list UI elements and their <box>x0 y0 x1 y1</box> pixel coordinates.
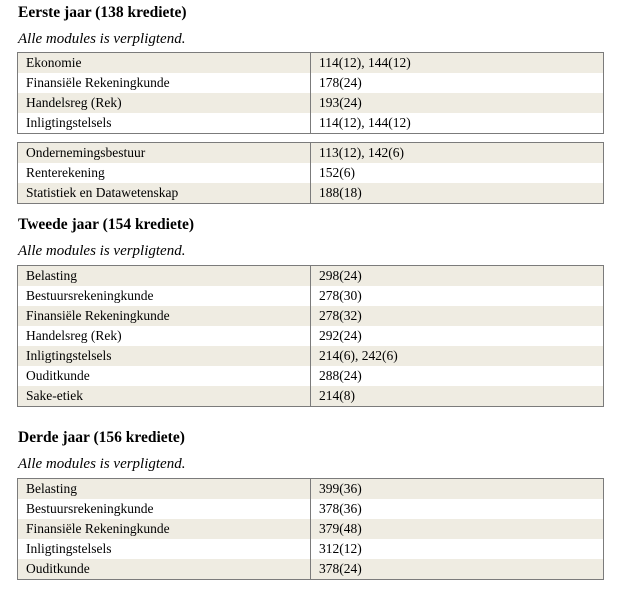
table-row <box>18 346 604 366</box>
table-row <box>18 366 604 386</box>
table-row <box>18 479 604 500</box>
module-table-year-2 <box>17 265 604 407</box>
module-code: 292(24) <box>319 328 362 343</box>
table-row <box>18 266 604 287</box>
module-name: Renterekening <box>18 163 311 183</box>
module-name: Finansiële Rekeningkunde <box>18 73 311 93</box>
module-code: 378(24) <box>311 559 604 580</box>
module-code: 193(24) <box>311 93 604 113</box>
section-note-year-2: Alle modules is verpligtend. <box>18 243 186 259</box>
module-code: 298(24) <box>311 266 604 287</box>
module-name: Ouditkunde <box>18 559 311 580</box>
table-row <box>18 326 604 346</box>
table-row <box>18 386 604 407</box>
section-note-year-1: Alle modules is verpligtend. <box>18 31 186 47</box>
module-name: Handelsreg (Rek) <box>18 93 311 113</box>
table-row <box>18 559 604 580</box>
table-row <box>18 93 604 113</box>
module-code: 113(12), 142(6) <box>311 143 604 164</box>
module-table-year-1-a <box>17 52 604 134</box>
module-name: Finansiële Rekeningkunde <box>18 519 311 539</box>
table-row <box>18 183 604 204</box>
module-code: 214(8) <box>311 386 604 407</box>
table-row <box>18 113 604 134</box>
table-row <box>18 499 604 519</box>
table-row <box>18 539 604 559</box>
module-name: Belasting <box>18 479 311 500</box>
table-row <box>18 143 604 164</box>
module-name: Ondernemingsbestuur <box>18 143 311 164</box>
module-name: Inligtingstelsels <box>18 539 311 559</box>
table-row <box>18 519 604 539</box>
table-row <box>18 163 604 183</box>
table-row <box>18 73 604 93</box>
module-name: Belasting <box>18 266 311 287</box>
module-name: Sake-etiek <box>18 386 311 407</box>
module-code: 399(36) <box>311 479 604 500</box>
module-name: Bestuursrekeningkunde <box>18 286 311 306</box>
module-name: Bestuursrekeningkunde <box>18 499 311 519</box>
module-code: 114(12), 144(12) <box>319 115 411 130</box>
module-name: Ouditkunde <box>18 366 311 386</box>
module-name: Inligtingstelsels <box>18 113 311 134</box>
module-table-year-3 <box>17 478 604 580</box>
module-name: Handelsreg (Rek) <box>18 326 311 346</box>
module-code: 114(12), 144(12) <box>311 53 604 74</box>
section-heading-year-3: Derde jaar (156 krediete) <box>18 429 185 446</box>
module-table-year-1-b <box>17 142 604 204</box>
module-code: 278(32) <box>311 306 604 326</box>
section-note-year-3: Alle modules is verpligtend. <box>18 456 186 472</box>
table-row <box>18 286 604 306</box>
module-code: 152(6) <box>319 165 355 180</box>
table-row <box>18 306 604 326</box>
module-code: 378(36) <box>319 501 362 516</box>
section-heading-year-1: Eerste jaar (138 krediete) <box>18 4 187 21</box>
module-code: 278(30) <box>319 288 362 303</box>
module-name: Inligtingstelsels <box>18 346 311 366</box>
module-code: 312(12) <box>319 541 362 556</box>
module-code: 214(6), 242(6) <box>311 346 604 366</box>
section-heading-year-2: Tweede jaar (154 krediete) <box>18 216 195 233</box>
module-name: Statistiek en Datawetenskap <box>18 183 311 204</box>
module-code: 379(48) <box>311 519 604 539</box>
module-name: Finansiële Rekeningkunde <box>18 306 311 326</box>
module-name: Ekonomie <box>18 53 311 74</box>
module-code: 178(24) <box>319 75 362 90</box>
module-code: 288(24) <box>319 368 362 383</box>
module-code: 188(18) <box>311 183 604 204</box>
table-row <box>18 53 604 74</box>
